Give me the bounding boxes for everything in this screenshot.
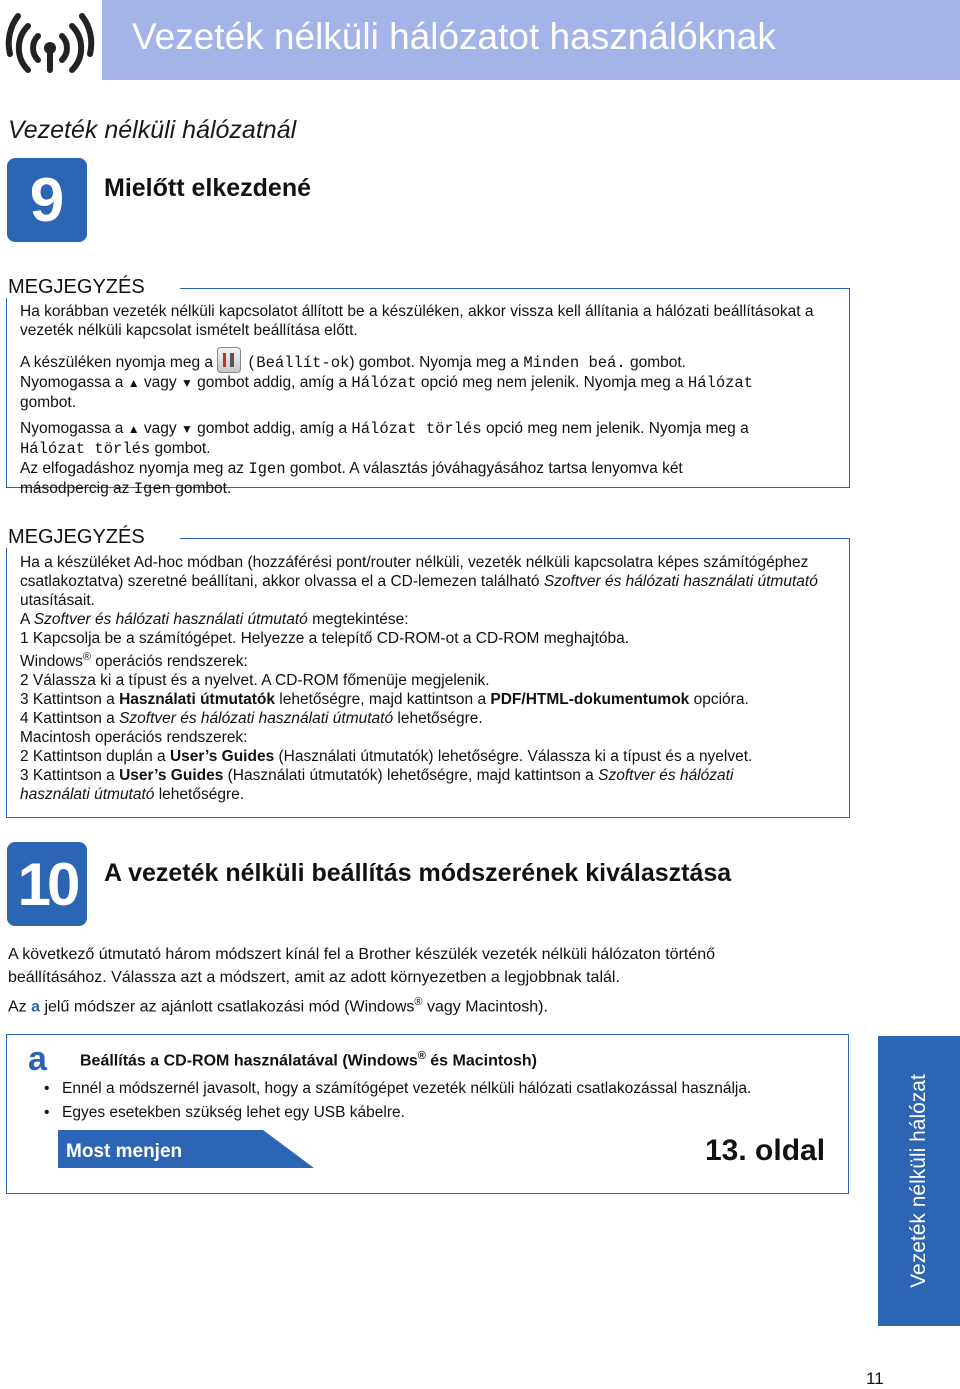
banner-title: Vezeték nélküli hálózatot használóknak — [132, 16, 776, 57]
text: opció meg nem jelenik. Nyomja meg a — [416, 374, 688, 391]
text: operációs rendszerek: — [91, 653, 248, 671]
step-description — [8, 943, 798, 1018]
text: vagy — [143, 420, 177, 437]
note-border-top — [180, 288, 850, 289]
manual-title: Szoftver és hálózati — [598, 767, 734, 785]
text: opció meg nem jelenik. Nyomja meg a — [481, 420, 749, 437]
manual-title: Szoftver és hálózati használati útmutató — [119, 710, 394, 728]
text: 4 Kattintson a — [20, 710, 120, 728]
text: lehetőségre, majd kattintson a — [274, 691, 491, 709]
header-banner — [102, 0, 960, 80]
method-bullets — [62, 1077, 751, 1125]
menu-label: Minden beá. — [523, 354, 626, 372]
text: Nyomogassa a — [20, 420, 124, 437]
note-paragraph: Ha korábban vezeték nélküli kapcsolatot állított be a készüléken, akkor vissza kell állítania a hálózati beállításokat a vezeték nélküli kapcsolat ismételt beállítása előtt. — [20, 303, 814, 339]
note-step — [20, 766, 840, 804]
menu-label: Igen — [248, 460, 286, 478]
text: A — [20, 611, 34, 628]
menu-label: Hálózat — [351, 374, 417, 392]
manual-title: használati útmutató — [20, 786, 155, 804]
note-border-left — [6, 548, 7, 818]
note-border-right — [849, 288, 850, 488]
text: gombot. — [170, 480, 232, 497]
section-title: Vezeték nélküli hálózatnál — [8, 116, 297, 144]
note-heading: MEGJEGYZÉS — [8, 526, 145, 548]
method-title — [80, 1050, 537, 1070]
side-tab-label: Vezeték nélküli hálózat — [907, 1074, 930, 1288]
text: gombot. A választás jóváhagyásához tartsa lenyomva két — [285, 460, 683, 477]
method-letter: a — [31, 998, 41, 1016]
text: gombot. — [150, 440, 211, 457]
text: utasításait. — [20, 592, 95, 609]
menu-option: PDF/HTML-dokumentumok — [490, 691, 690, 709]
menu-option: Használati útmutatók — [119, 691, 275, 709]
text: lehetőségre. — [393, 710, 483, 728]
text: 3 Kattintson a — [20, 691, 120, 709]
up-arrow-icon: ▲ — [127, 376, 140, 390]
text: vagy — [143, 374, 177, 391]
text: Ha a készüléket Ad-hoc módban (hozzáférési pont/router nélküli, vezeték nélküli kapcsolatra képes számítógéphez csatlakoztatva) szeretné beállítani, akkor olvassa el a CD-lemezen található — [20, 554, 809, 590]
method-letter: a — [28, 1040, 47, 1078]
text: Nyomogassa a — [20, 374, 124, 391]
menu-label: Hálózat — [687, 374, 754, 392]
menu-option: User’s Guides — [169, 748, 275, 766]
menu-label: Hálózat törlés — [20, 440, 151, 458]
note-instruction — [20, 459, 820, 499]
text: vagy Macintosh). — [422, 998, 548, 1016]
text: Beállítás a CD-ROM használatával (Windows — [80, 1052, 418, 1070]
text: gombot addig, amíg a — [197, 374, 352, 391]
up-arrow-icon: ▲ — [127, 422, 140, 436]
note-border-bottom — [6, 817, 850, 818]
text: Windows — [20, 653, 83, 671]
note-instruction — [20, 373, 820, 412]
menu-option: User’s Guides — [119, 767, 224, 785]
go-now-button[interactable] — [58, 1130, 314, 1170]
page-reference[interactable]: 13. oldal — [705, 1134, 826, 1167]
side-tab — [878, 1036, 960, 1326]
note-border-left — [6, 298, 7, 488]
page-number: 11 — [866, 1369, 884, 1388]
step-title: A vezeték nélküli beállítás módszerének kiválasztása — [104, 859, 732, 887]
note-body — [20, 553, 840, 804]
text: 2 Kattintson duplán a — [20, 748, 170, 766]
note-step — [20, 690, 840, 709]
text: gombot addig, amíg a — [197, 420, 352, 437]
note-instruction — [20, 347, 820, 373]
note-instruction — [20, 419, 820, 459]
wireless-icon — [4, 8, 96, 78]
menu-label: Igen — [133, 480, 171, 498]
text: (Használati útmutatók) lehetőségre. Válassza ki a típust és a nyelvet. — [274, 748, 753, 766]
note-paragraph — [20, 610, 840, 629]
note-body — [20, 302, 820, 499]
manual-title: Szoftver és hálózati használati útmutató — [543, 573, 818, 590]
text: 3 Kattintson a — [20, 767, 120, 785]
text: Az elfogadáshoz nyomja meg az — [20, 460, 249, 477]
text: lehetőségre. — [154, 786, 245, 804]
menu-label: (Beállít-ok — [247, 354, 350, 372]
list-item: • Egyes esetekben szükség lehet egy USB kábelre. — [62, 1101, 751, 1125]
paragraph: A következő útmutató három módszert kínál fel a Brother készülék vezeték nélküli hálózaton történő beállításához. Válassza azt a módszert, amit az adott környezetben a legjobbnak talál. — [8, 946, 716, 986]
text: másodpercig az — [20, 480, 134, 497]
text: és Macintosh) — [425, 1052, 537, 1070]
text: jelű módszer az ajánlott csatlakozási mód (Windows — [40, 998, 415, 1016]
settings-tools-icon — [217, 347, 241, 373]
manual-title: Szoftver és hálózati használati útmutató — [33, 611, 308, 628]
text: opcióra. — [689, 691, 749, 709]
go-now-label: Most menjen — [66, 1141, 183, 1162]
paragraph — [8, 991, 798, 1018]
text: (Használati útmutatók) lehetőségre, majd kattintson a — [223, 767, 599, 785]
text: megtekintése: — [307, 611, 409, 628]
note-border-right — [849, 538, 850, 818]
os-heading: Macintosh operációs rendszerek: — [20, 729, 248, 747]
note-heading: MEGJEGYZÉS — [8, 276, 145, 298]
note-step — [20, 709, 840, 728]
text: ) gombot. Nyomja meg a — [349, 354, 524, 371]
text: Az — [8, 998, 32, 1016]
registered-mark: ® — [414, 996, 423, 1008]
text: gombot. — [625, 354, 686, 371]
text: A készüléken nyomja meg a — [20, 354, 213, 371]
note-border-top — [180, 538, 850, 539]
note-paragraph — [20, 553, 840, 610]
note-step: 2 Válassza ki a típust és a nyelvet. A CD-ROM főmenüje megjelenik. — [20, 672, 490, 690]
text: gombot. — [20, 394, 77, 411]
step-title: Mielőtt elkezdené — [104, 174, 311, 202]
down-arrow-icon: ▼ — [180, 422, 193, 436]
down-arrow-icon: ▼ — [180, 376, 193, 390]
note-step: 1 Kapcsolja be a számítógépet. Helyezze a telepítő CD-ROM-ot a CD-ROM meghajtóba. — [20, 630, 630, 647]
list-item: • Ennél a módszernél javasolt, hogy a számítógépet vezeték nélküli hálózati csatlakozással használja. — [62, 1077, 751, 1101]
step-number-badge: 10 — [7, 842, 87, 926]
registered-mark: ® — [82, 651, 91, 663]
note-step — [20, 747, 840, 766]
os-heading — [20, 648, 840, 671]
menu-label: Hálózat törlés — [351, 420, 482, 438]
step-number-badge: 9 — [7, 158, 87, 242]
registered-mark: ® — [417, 1050, 426, 1062]
